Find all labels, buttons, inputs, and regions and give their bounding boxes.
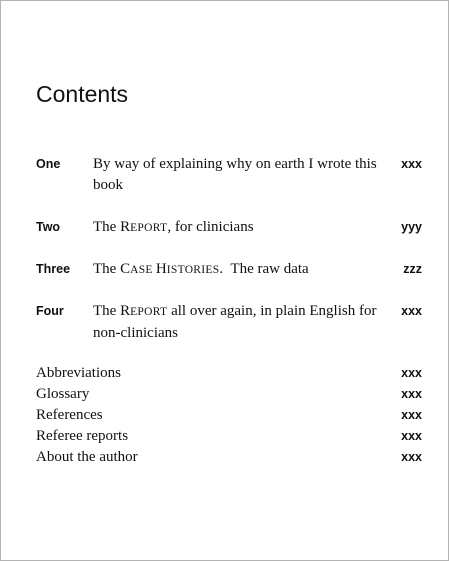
entry-title-smallcaps-rest: ISTORIES xyxy=(166,264,220,276)
back-matter-title: Abbreviations xyxy=(36,365,121,381)
entry-title-smallcaps-rest: ASE xyxy=(130,264,156,276)
entry-title xyxy=(93,217,385,239)
entry-title-text: all over again, in plain English for non-clinicians xyxy=(93,303,377,341)
part-label: Two xyxy=(36,220,61,234)
page-number: yyy xyxy=(401,220,422,234)
page-number: xxx xyxy=(401,366,422,380)
entry-title-text: , for clinicians xyxy=(167,219,254,235)
back-matter-item-referee-reports[interactable] xyxy=(1,426,449,447)
back-matter-list xyxy=(1,363,449,468)
entry-title-text: The xyxy=(93,303,121,319)
page-number: xxx xyxy=(401,408,422,422)
back-matter-item-about-the-author[interactable] xyxy=(1,447,449,468)
entry-title-smallcaps-rest: EPORT xyxy=(130,306,168,318)
part-label: Three xyxy=(36,262,71,276)
entry-title-text: . The raw data xyxy=(219,261,309,277)
part-label: Four xyxy=(36,304,64,318)
page-number: zzz xyxy=(403,262,422,276)
entry-title-smallcaps-rest: EPORT xyxy=(130,222,168,234)
entry-title-smallcaps-initial: R xyxy=(120,303,131,319)
back-matter-item-abbreviations[interactable] xyxy=(1,363,449,384)
page-number: xxx xyxy=(401,450,422,464)
back-matter-item-glossary[interactable] xyxy=(1,384,449,405)
page-number: xxx xyxy=(401,429,422,443)
back-matter-title: References xyxy=(36,407,103,423)
page-number: xxx xyxy=(401,387,422,401)
entry-title-smallcaps-initial: R xyxy=(120,219,131,235)
back-matter-title: About the author xyxy=(36,449,138,465)
part-label: One xyxy=(36,157,61,171)
entry-title-text: The xyxy=(93,261,121,277)
back-matter-title: Glossary xyxy=(36,386,90,402)
entry-title: By way of explaining why on earth I wrote this book xyxy=(93,156,377,193)
back-matter-title: Referee reports xyxy=(36,428,129,444)
page-number: xxx xyxy=(401,157,422,171)
entry-title xyxy=(93,301,385,344)
entry-title-smallcaps-initial: H xyxy=(155,261,167,277)
back-matter-item-references[interactable] xyxy=(1,405,449,426)
page-number: xxx xyxy=(401,304,422,318)
page-title: Contents xyxy=(36,81,129,107)
entry-title-smallcaps-initial: C xyxy=(120,261,131,277)
entry-title xyxy=(93,259,385,281)
entry-title-text: The xyxy=(93,219,121,235)
